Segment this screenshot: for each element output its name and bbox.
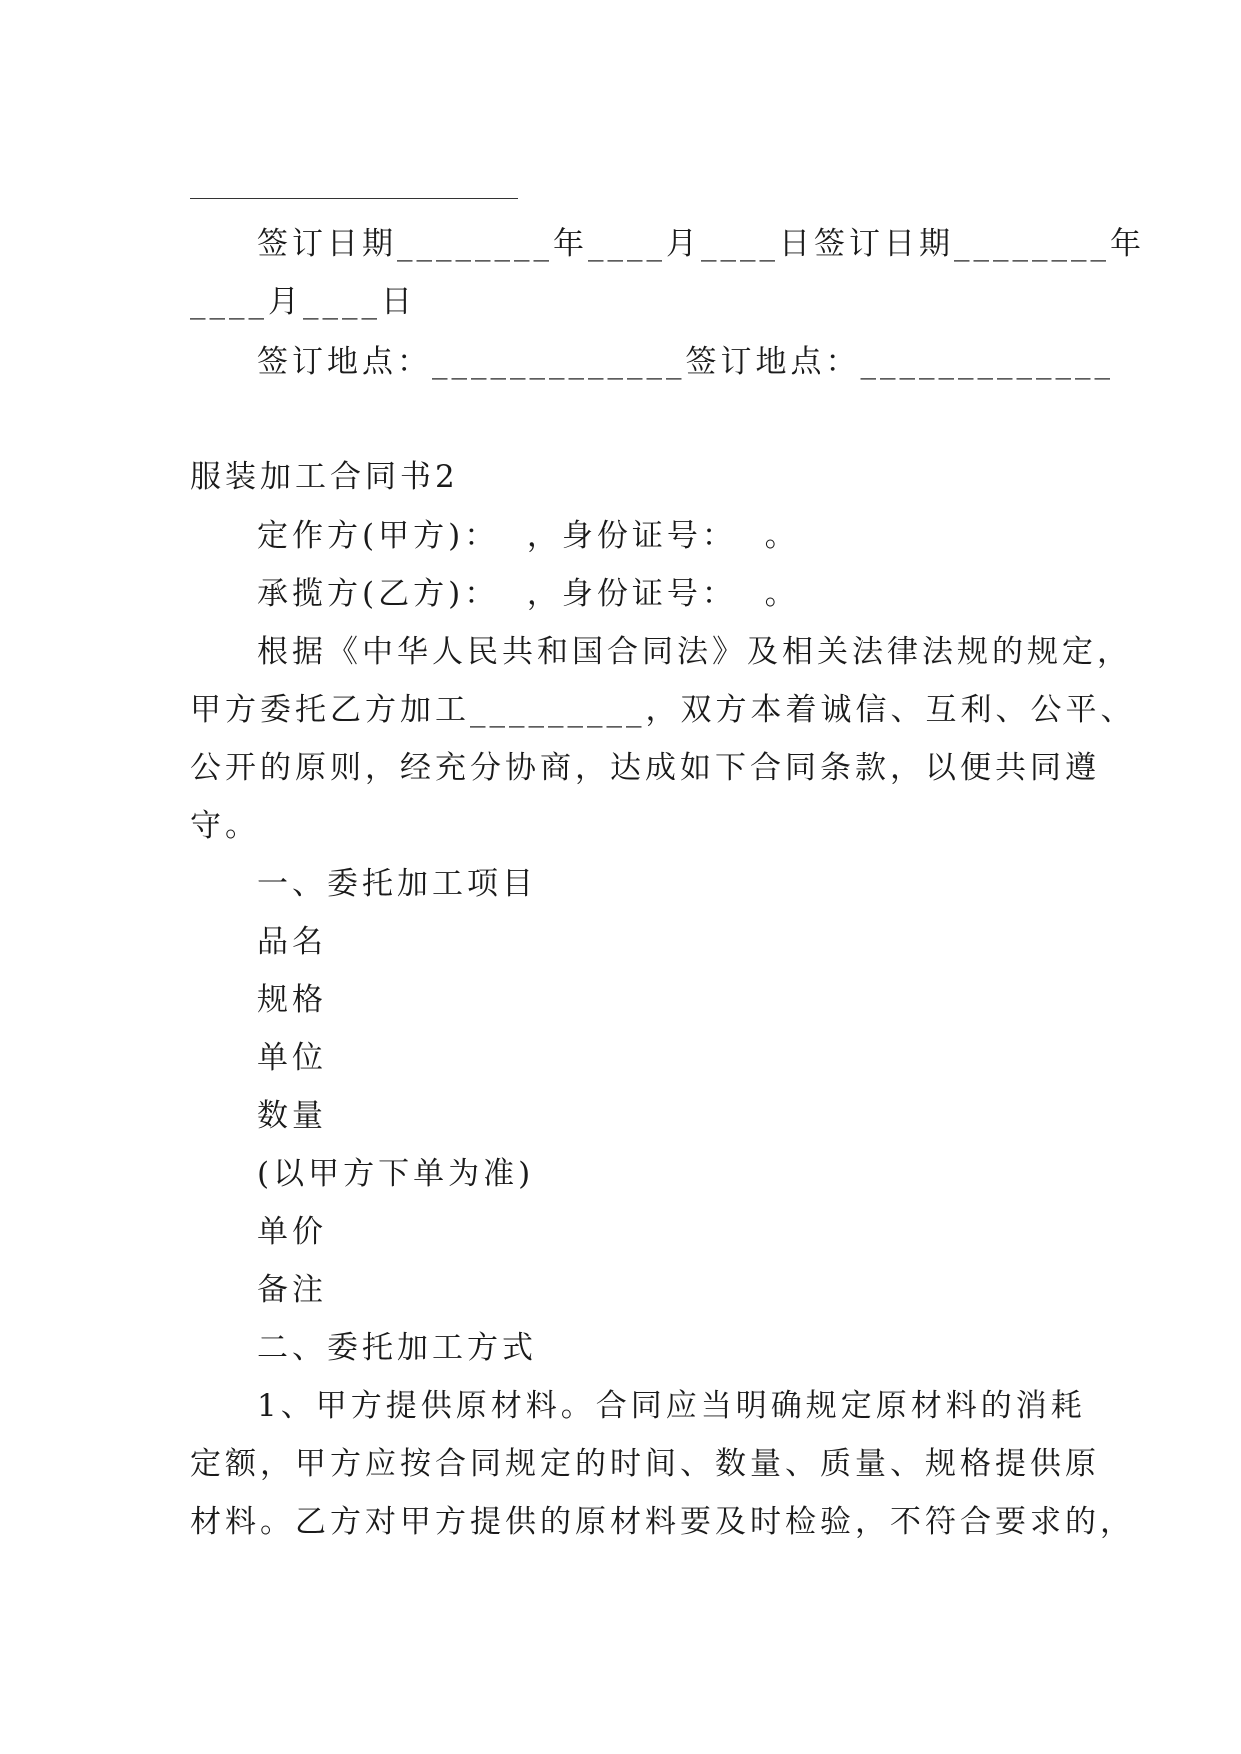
item-quantity: 数量 bbox=[257, 1098, 327, 1134]
intro-paragraph-line-1: 根据《中华人民共和国合同法》及相关法律法规的规定， bbox=[257, 634, 1132, 670]
intro-paragraph-line-2: 甲方委托乙方加工_________，双方本着诚信、互利、公平、 bbox=[190, 692, 1136, 728]
clause-1-line-2: 定额，甲方应按合同规定的时间、数量、质量、规格提供原 bbox=[190, 1446, 1100, 1482]
section-1-heading: 一、委托加工项目 bbox=[257, 866, 537, 902]
intro-paragraph-line-3: 公开的原则，经充分协商，达成如下合同条款，以便共同遵 bbox=[190, 750, 1100, 786]
item-specification: 规格 bbox=[257, 982, 327, 1018]
item-remarks: 备注 bbox=[257, 1272, 327, 1308]
clause-1-line-1: 1、甲方提供原材料。合同应当明确规定原材料的消耗 bbox=[257, 1388, 1086, 1424]
top-rule-line bbox=[190, 198, 518, 199]
clause-1-line-3: 材料。乙方对甲方提供的原材料要及时检验，不符合要求的， bbox=[190, 1504, 1135, 1540]
signing-place-line: 签订地点：_____________签订地点：_____________ bbox=[257, 344, 1114, 380]
section-2-heading: 二、委托加工方式 bbox=[257, 1330, 537, 1366]
item-quantity-note: (以甲方下单为准) bbox=[257, 1156, 535, 1192]
item-unit-price: 单价 bbox=[257, 1214, 327, 1250]
signing-date-line: 签订日期________年____月____日签订日期________年 bbox=[257, 226, 1145, 262]
party-b-line: 承揽方(乙方)： ，身份证号： 。 bbox=[257, 576, 800, 612]
document-title: 服装加工合同书2 bbox=[190, 459, 459, 495]
item-unit: 单位 bbox=[257, 1040, 327, 1076]
item-product-name: 品名 bbox=[257, 924, 327, 960]
party-a-line: 定作方(甲方)： ，身份证号： 。 bbox=[257, 518, 800, 554]
signing-date-line-cont: ____月____日 bbox=[190, 284, 416, 320]
intro-paragraph-line-4: 守。 bbox=[190, 808, 260, 844]
